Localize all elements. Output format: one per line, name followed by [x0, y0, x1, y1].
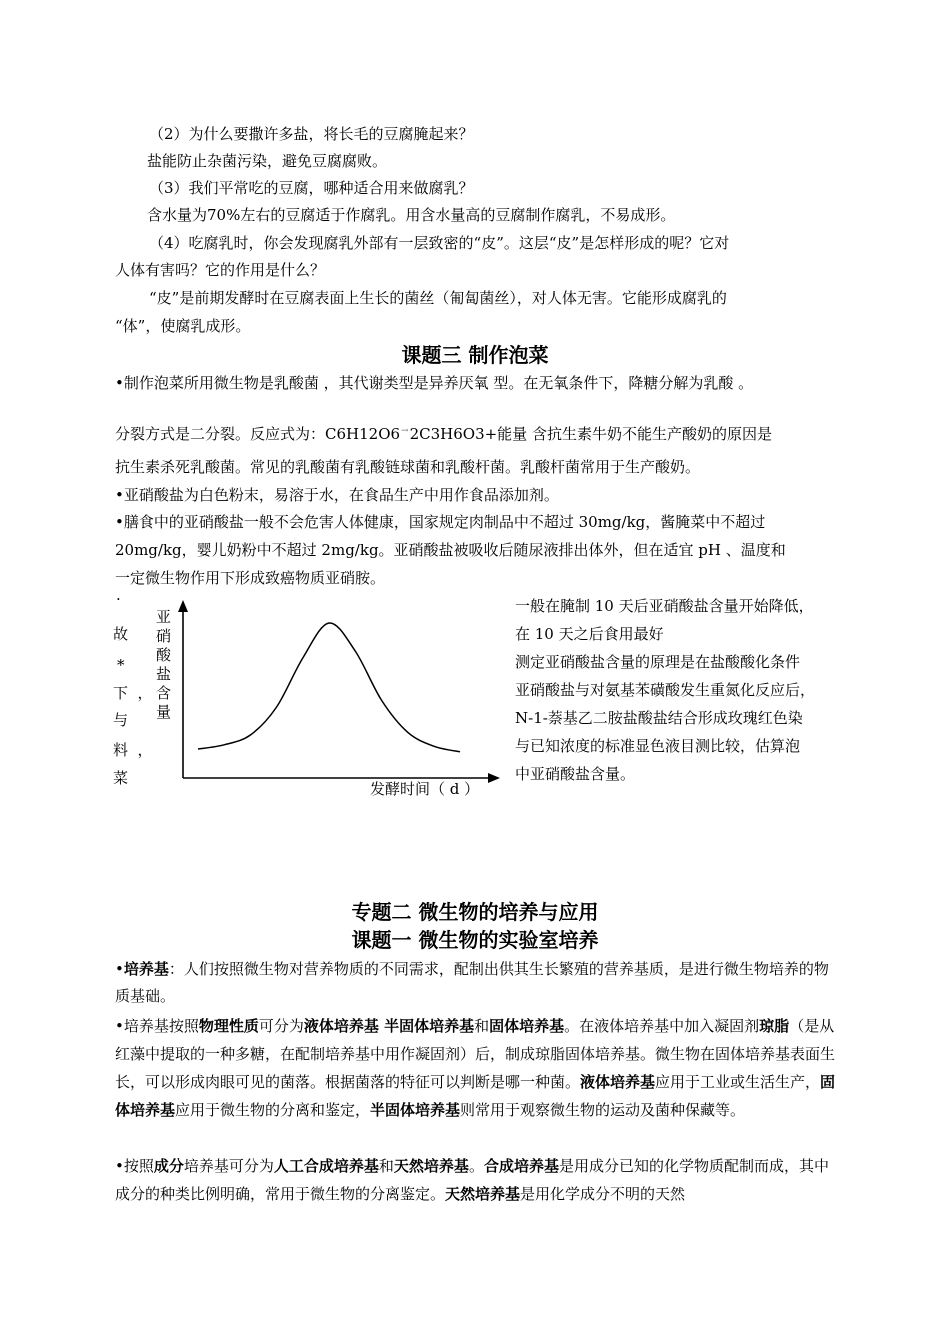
- text-span: 可分为: [258, 1017, 304, 1035]
- text-span: 。在液体培养基中加入凝固剂: [564, 1017, 760, 1035]
- lesson-title: 课题一 微生物的实验室培养: [351, 928, 599, 952]
- bullet: •: [115, 960, 124, 978]
- left-fragment-4: 与: [113, 711, 129, 729]
- left-fragment-3: 下 ，: [113, 684, 153, 702]
- y-axis-label-char: 盐: [156, 665, 172, 683]
- side-text-line3: 测定亚硝酸盐含量的原理是在盐酸酸化条件: [515, 653, 801, 671]
- y-axis-label-char: 含: [156, 684, 172, 702]
- question-4-line1: （4）吃腐乳时，你会发现腐乳外部有一层致密的“皮”。这层“皮”是怎样形成的呢？它对: [149, 234, 730, 252]
- text-span: 应用于微生物的分离和鉴定，: [175, 1101, 371, 1119]
- nitrite-bullet-2-line2: 20mg/kg，婴儿奶粉中不超过 2mg/kg。亚硝酸盐被吸收后随尿液排出体外，但在适宜 pH 、温度和: [115, 541, 786, 559]
- term-natural-medium: 天然培养基: [393, 1157, 469, 1175]
- text-span: （是从红藻中提取的一种多糖，在配制培养基中用作凝固剂）后，制成琼脂固体培养基。微生物在固体培养基表面生长，可以形成肉眼可见的菌落。根据菌落的特征可以判断是哪一种菌。: [115, 1017, 836, 1091]
- x-axis-label: 发酵时间（ d ）: [370, 780, 480, 798]
- side-text-line5: N-1-萘基乙二胺盐酸盐结合形成玫瑰红色染: [515, 709, 803, 727]
- left-fragment-6: 菜: [113, 769, 129, 787]
- text-span: 。: [468, 1157, 484, 1175]
- physical-classification-paragraph: [115, 1012, 837, 1124]
- y-axis-label-char: 亚: [156, 608, 172, 626]
- y-axis-label-char: 酸: [156, 646, 172, 664]
- answer-3: 含水量为70%左右的豆腐适于作腐乳。用含水量高的豆腐制作腐乳，不易成形。: [147, 206, 676, 224]
- term-liquid-medium: 液体培养基: [580, 1073, 656, 1091]
- section-title-pickles: 课题三 制作泡菜: [401, 343, 549, 367]
- side-text-line7: 中亚硝酸盐含量。: [515, 765, 636, 783]
- left-fragment-1: 故: [113, 625, 129, 643]
- reaction-arrow: →: [401, 426, 409, 436]
- reaction-text-a: 分裂方式是二分裂。反应式为：C6H12O6: [115, 425, 401, 443]
- answer-4-line1: “皮”是前期发酵时在豆腐表面上生长的菌丝（匍匐菌丝），对人体无害。它能形成腐乳的: [149, 289, 727, 307]
- term-synthetic-medium: 人工合成培养基: [273, 1157, 379, 1175]
- answer-2: 盐能防止杂菌污染，避免豆腐腐败。: [147, 152, 388, 170]
- term-solid-medium: 固体培养基: [489, 1017, 565, 1035]
- text-span: 和: [378, 1157, 394, 1175]
- term-agar: 琼脂: [759, 1017, 790, 1035]
- text-span: •按照: [115, 1157, 154, 1175]
- term-composition: 成分: [153, 1157, 184, 1175]
- nitrite-curve-chart: [140, 598, 510, 803]
- answer-4-line2: “体”，使腐乳成形。: [115, 317, 251, 335]
- text-span: 应用于工业或生活生产，: [655, 1073, 821, 1091]
- y-axis-arrow: [178, 600, 188, 612]
- question-2: （2）为什么要撒许多盐，将长毛的豆腐腌起来？: [149, 125, 474, 143]
- question-4-line2: 人体有害吗？它的作用是什么？: [115, 261, 326, 279]
- definition-text: ：人们按照微生物对营养物质的不同需求，配制出供其生长繁殖的营养基质，是进行微生物培养的物质基础。: [115, 960, 829, 1005]
- text-span: 培养基可分为: [183, 1157, 274, 1175]
- side-text-line4: 亚硝酸盐与对氨基苯磺酸发生重氮化反应后，: [515, 681, 816, 699]
- composition-classification-paragraph: [115, 1152, 837, 1208]
- term-synthetic-medium: 合成培养基: [483, 1157, 559, 1175]
- text-span: 和: [474, 1017, 490, 1035]
- term-liquid-semisolid: 液体培养基 半固体培养基: [303, 1017, 475, 1035]
- x-axis-arrow: [488, 773, 500, 783]
- left-fragment-2: *: [117, 656, 125, 674]
- side-text-line2: 在 10 天之后食用最好: [515, 625, 664, 643]
- nitrite-bullet-2-line1: •膳食中的亚硝酸盐一般不会危害人体健康，国家规定肉制品中不超过 30mg/kg，酱腌菜中不超过: [115, 513, 766, 531]
- side-text-line1: 一般在腌制 10 天后亚硝酸盐含量开始降低，: [515, 597, 814, 615]
- culture-medium-definition: [115, 956, 837, 1010]
- y-axis-label-char: 硝: [156, 627, 172, 645]
- term-solid-medium: 固体培养基: [115, 1073, 836, 1119]
- text-span: •培养基按照: [115, 1017, 199, 1035]
- text-span: 是用成分已知的化学物质配制而成，其中成分的种类比例明确，常用于微生物的分离鉴定。: [115, 1157, 829, 1203]
- term-natural-medium: 天然培养基: [445, 1185, 521, 1203]
- nitrite-bullet-2-line3: 一定微生物作用下形成致癌物质亚硝胺。: [115, 569, 386, 587]
- term-culture-medium: 培养基: [123, 960, 169, 978]
- pickle-paragraph-line2: [115, 418, 837, 448]
- left-fragment-dot: ·: [116, 590, 121, 608]
- side-text-line6: 与已知浓度的标准显色液目测比较，估算泡: [515, 737, 801, 755]
- nitrite-bullet-1: •亚硝酸盐为白色粉末，易溶于水，在食品生产中用作食品添加剂。: [115, 486, 559, 504]
- term-semisolid-medium: 半固体培养基: [370, 1101, 461, 1119]
- question-3: （3）我们平常吃的豆腐，哪种适合用来做腐乳？: [149, 179, 474, 197]
- y-axis-label-char: 量: [156, 703, 172, 721]
- term-physical-property: 物理性质: [198, 1017, 259, 1035]
- text-span: 则常用于观察微生物的运动及菌种保藏等。: [460, 1101, 746, 1119]
- nitrite-curve-line: [198, 623, 460, 752]
- pickle-paragraph-line3: 抗生素杀死乳酸菌。常见的乳酸菌有乳酸链球菌和乳酸杆菌。乳酸杆菌常用于生产酸奶。: [115, 458, 701, 476]
- text-span: 是用化学成分不明的天然: [520, 1185, 686, 1203]
- pickle-paragraph-line1: •制作泡菜所用微生物是乳酸菌 ，其代谢类型是异养厌氧 型。在无氧条件下，降糖分解为乳酸 。: [115, 374, 754, 392]
- topic-title: 专题二 微生物的培养与应用: [351, 900, 599, 924]
- left-fragment-5: 料 ，: [113, 741, 153, 759]
- reaction-text-b: 2C3H6O3+能量 含抗生素牛奶不能生产酸奶的原因是: [409, 425, 772, 443]
- y-axis-label: [156, 608, 172, 721]
